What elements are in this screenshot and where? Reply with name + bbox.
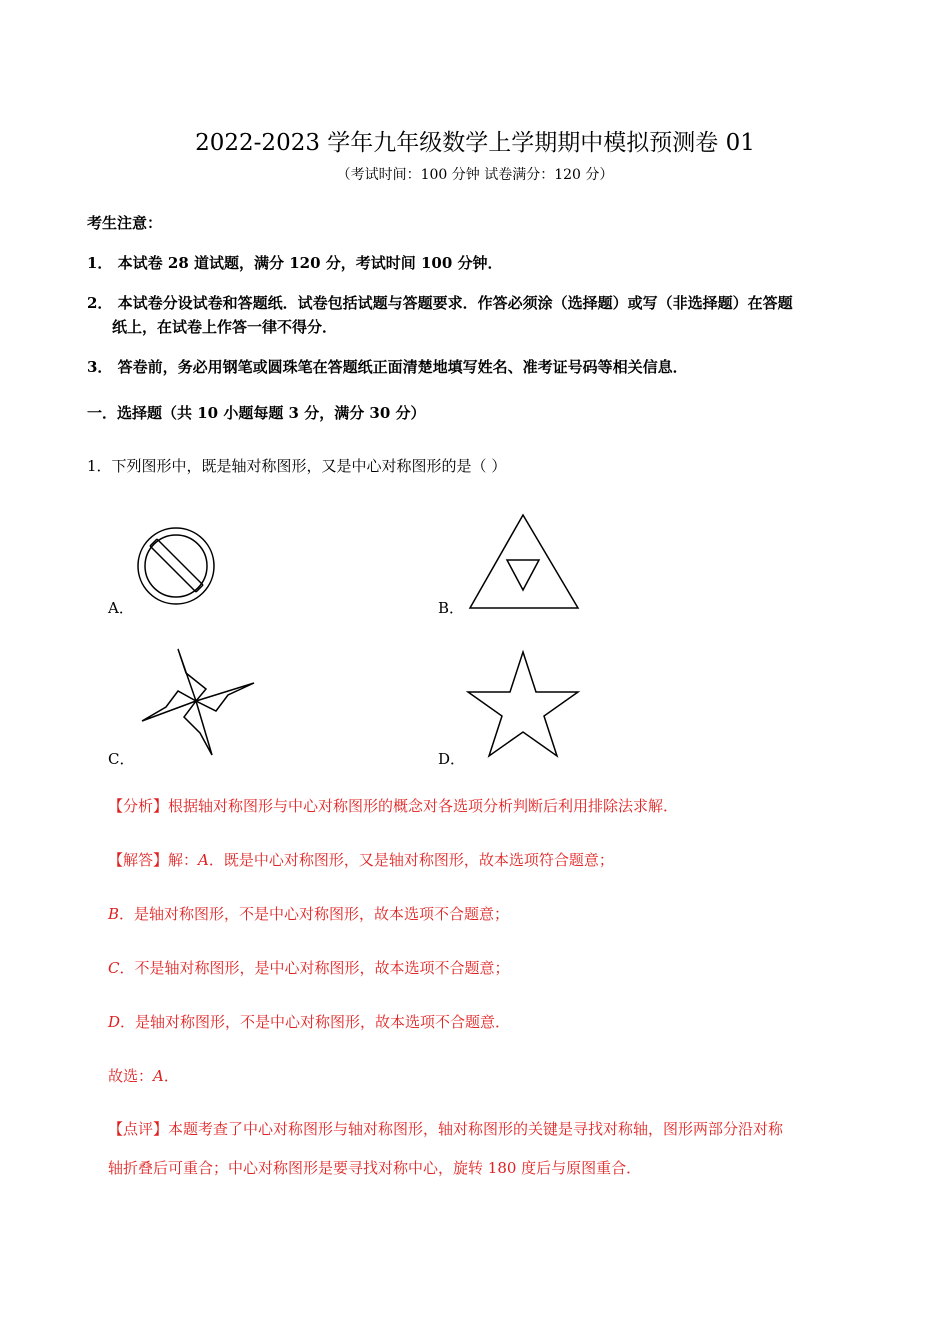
notes-item-2-line-1: 2． 本试卷分设试卷和答题纸．试卷包括试题与答题要求．作答必须涂（选择题）或写（非选择题）在答题: [87, 294, 793, 312]
option-a-label: A．: [108, 599, 134, 617]
choice-end: ．: [163, 1067, 179, 1085]
notes-item-3: 3． 答卷前，务必用钢笔或圆珠笔在答题纸正面清楚地填写姓名、准考证号码等相关信息．: [87, 358, 688, 376]
pinwheel-icon: [138, 645, 260, 761]
notes-item-2-line-2: 纸上，在试卷上作答一律不得分．: [112, 318, 338, 336]
option-b-label: B．: [438, 599, 465, 617]
five-point-star-icon: [466, 648, 582, 760]
line-d-text: ．是轴对称图形，不是中心对称图形，故本选项不合题意．: [120, 1013, 511, 1031]
analysis-text: 根据轴对称图形与中心对称图形的概念对各选项分析判断后利用排除法求解．: [168, 797, 679, 815]
answer-line-c: [108, 957, 510, 978]
answer-a-text: ．既是中心对称图形，又是轴对称图形，故本选项符合题意；: [208, 851, 614, 869]
no-entry-circle-icon: [135, 521, 217, 611]
option-d-label: D．: [438, 750, 466, 768]
comment-line-1: [108, 1118, 783, 1139]
question-stem: 1．下列图形中，既是轴对称图形，又是中心对称图形的是（ ）: [87, 457, 507, 475]
exam-title: 2022-2023 学年九年级数学上学期期中模拟预测卷 01: [195, 130, 755, 156]
comment-tag: 【点评】: [108, 1120, 169, 1138]
line-c-text: ．不是轴对称图形，是中心对称图形，故本选项不合题意；: [119, 959, 510, 977]
line-b-letter: B: [108, 905, 120, 923]
answer-a-letter: A: [198, 851, 209, 869]
exam-subtitle: （考试时间：100 分钟 试卷满分：120 分）: [336, 167, 614, 183]
choice-letter: A: [153, 1067, 164, 1085]
line-d-letter: D: [108, 1013, 121, 1031]
analysis-tag: 【分析】: [108, 797, 169, 815]
answer-text: 解：: [168, 851, 199, 869]
answer-line: [108, 849, 614, 870]
choice-label: 故选：: [108, 1067, 154, 1085]
option-c-label: C．: [108, 750, 135, 768]
answer-line-b: [108, 903, 509, 924]
answer-line-d: [108, 1011, 510, 1032]
line-b-text: ．是轴对称图形，不是中心对称图形，故本选项不合题意；: [119, 905, 510, 923]
answer-tag: 【解答】: [108, 851, 169, 869]
section-heading: 一．选择题（共 10 小题每题 3 分，满分 30 分）: [87, 404, 426, 422]
analysis-line: [108, 795, 678, 816]
comment-line-2: 轴折叠后可重合；中心对称图形是要寻找对称中心，旋转 180 度后与原图重合．: [108, 1159, 642, 1177]
line-c-letter: C: [108, 959, 120, 977]
choice-line: [108, 1065, 179, 1086]
triangle-in-triangle-icon: [465, 510, 585, 612]
comment-text-1: 本题考查了中心对称图形与轴对称图形，轴对称图形的关键是寻找对称轴，图形两部分沿对称: [168, 1120, 784, 1138]
notes-heading: 考生注意：: [87, 214, 163, 232]
notes-item-1: 1． 本试卷 28 道试题，满分 120 分，考试时间 100 分钟．: [87, 254, 503, 272]
